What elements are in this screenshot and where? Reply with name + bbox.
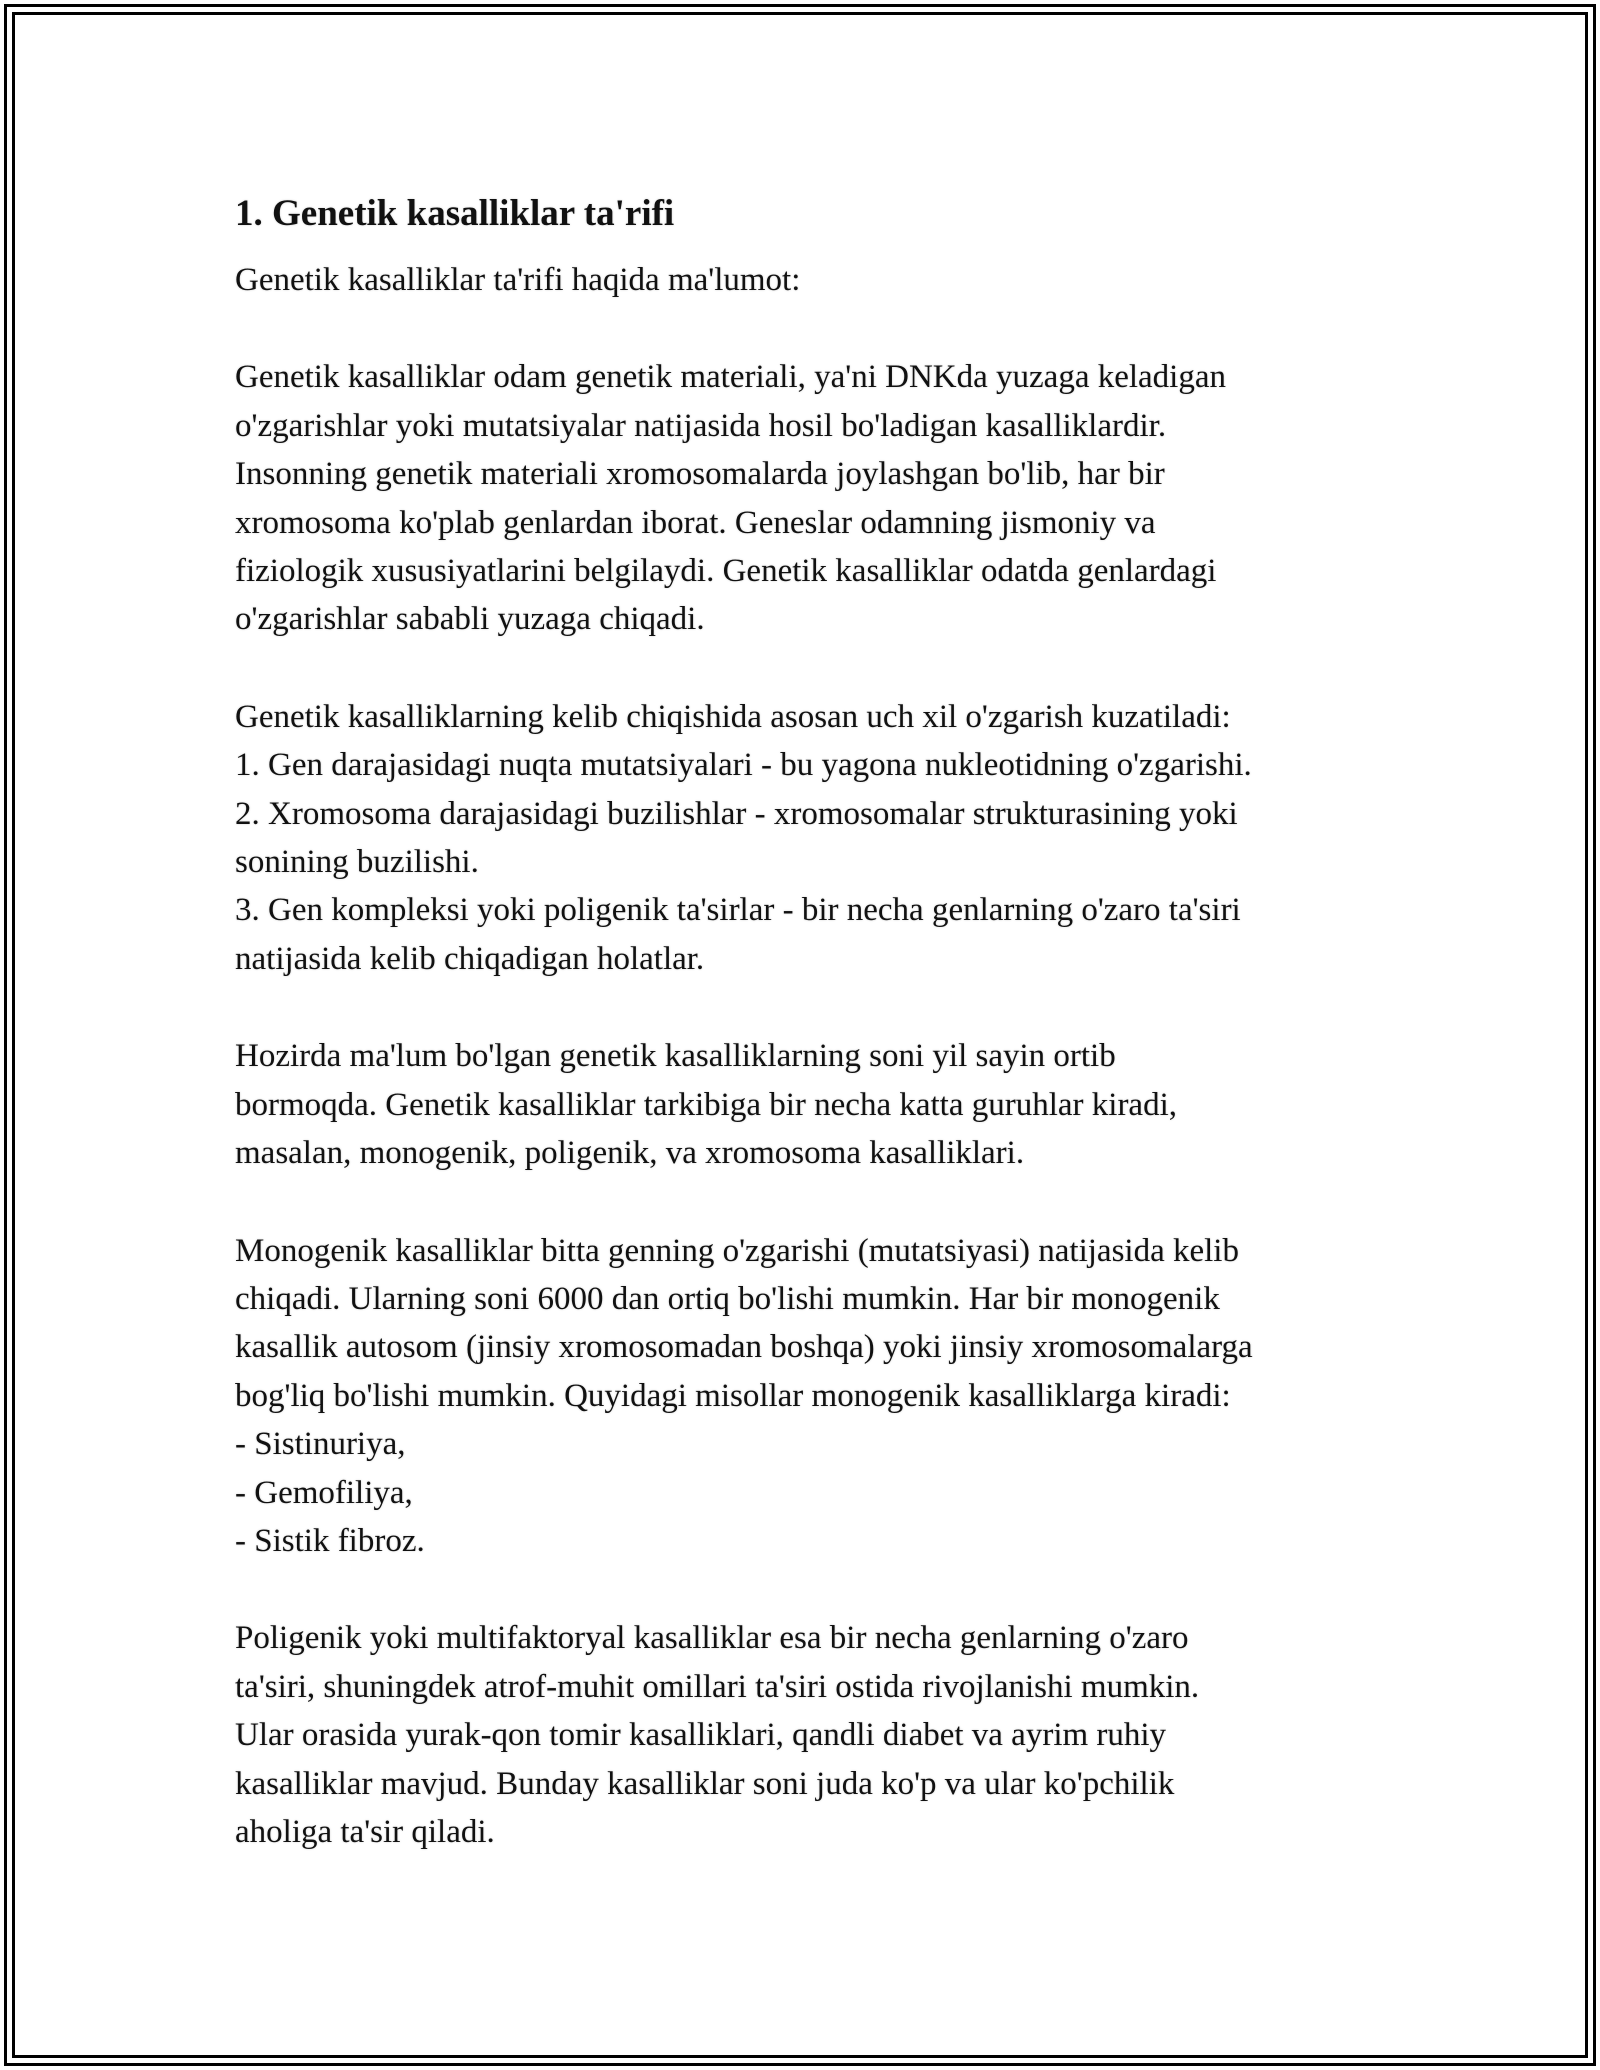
text-line: Genetik kasalliklarning kelib chiqishida asosan uch xil o'zgarish kuzatiladi: bbox=[235, 698, 1231, 735]
text-line: o'zgarishlar sababli yuzaga chiqadi. bbox=[235, 601, 705, 638]
list-item: 2. Xromosoma darajasidagi buzilishlar - xromosomalar strukturasining yoki bbox=[235, 795, 1238, 832]
text-line: chiqadi. Ularning soni 6000 dan ortiq bo'lishi mumkin. Har bir monogenik bbox=[235, 1280, 1220, 1317]
paragraph-monogenic bbox=[235, 1227, 1375, 1566]
paragraph-definition bbox=[235, 353, 1375, 643]
text-line: ta'siri, shuningdek atrof-muhit omillari ta'siri ostida rivojlanishi mumkin. bbox=[235, 1668, 1200, 1705]
text-line: xromosoma ko'plab genlardan iborat. Geneslar odamning jismoniy va bbox=[235, 504, 1156, 541]
text-line: Genetik kasalliklar odam genetik materiali, ya'ni DNKda yuzaga keladigan bbox=[235, 359, 1226, 396]
text-line: Ular orasida yurak-qon tomir kasalliklari, qandli diabet va ayrim ruhiy bbox=[235, 1717, 1167, 1754]
text-line: sonining buzilishi. bbox=[235, 844, 479, 881]
text-line: Poligenik yoki multifaktoryal kasalliklar esa bir necha genlarning o'zaro bbox=[235, 1620, 1189, 1657]
list-item: - Sistinuriya, bbox=[235, 1426, 406, 1463]
text-line: Monogenik kasalliklar bitta genning o'zgarishi (mutatsiyasi) natijasida kelib bbox=[235, 1232, 1239, 1269]
list-item: 3. Gen kompleksi yoki poligenik ta'sirlar - bir necha genlarning o'zaro ta'siri bbox=[235, 892, 1241, 929]
section-title: 1. Genetik kasalliklar ta'rifi bbox=[235, 193, 675, 234]
paragraph-mutation-types bbox=[235, 693, 1375, 983]
text-line: kasallik autosom (jinsiy xromosomadan boshqa) yoki jinsiy xromosomalarga bbox=[235, 1329, 1253, 1366]
text-line: Insonning genetik materiali xromosomalarda joylashgan bo'lib, har bir bbox=[235, 456, 1165, 493]
text-line: Hozirda ma'lum bo'lgan genetik kasalliklarning soni yil sayin ortib bbox=[235, 1038, 1116, 1075]
text-line: bog'liq bo'lishi mumkin. Quyidagi misollar monogenik kasalliklarga kiradi: bbox=[235, 1377, 1231, 1414]
paragraph-polygenic bbox=[235, 1614, 1375, 1856]
text-line: kasalliklar mavjud. Bunday kasalliklar soni juda ko'p va ular ko'pchilik bbox=[235, 1765, 1175, 1802]
text-line: o'zgarishlar yoki mutatsiyalar natijasida hosil bo'ladigan kasalliklardir. bbox=[235, 407, 1167, 444]
text-line: bormoqda. Genetik kasalliklar tarkibiga bir necha katta guruhlar kiradi, bbox=[235, 1086, 1177, 1123]
text-line: fiziologik xususiyatlarini belgilaydi. Genetik kasalliklar odatda genlardagi bbox=[235, 553, 1217, 590]
list-item: - Gemofiliya, bbox=[235, 1474, 413, 1511]
document-body bbox=[235, 186, 1375, 1856]
list-item: - Sistik fibroz. bbox=[235, 1522, 425, 1559]
intro-text: Genetik kasalliklar ta'rifi haqida ma'lumot: bbox=[235, 262, 801, 298]
text-line: aholiga ta'sir qiladi. bbox=[235, 1813, 495, 1850]
paragraph-groups bbox=[235, 1032, 1375, 1177]
text-line: masalan, monogenik, poligenik, va xromosoma kasalliklari. bbox=[235, 1135, 1025, 1172]
text-line: natijasida kelib chiqadigan holatlar. bbox=[235, 940, 705, 977]
list-item: 1. Gen darajasidagi nuqta mutatsiyalari - bu yagona nukleotidning o'zgarishi. bbox=[235, 747, 1252, 784]
